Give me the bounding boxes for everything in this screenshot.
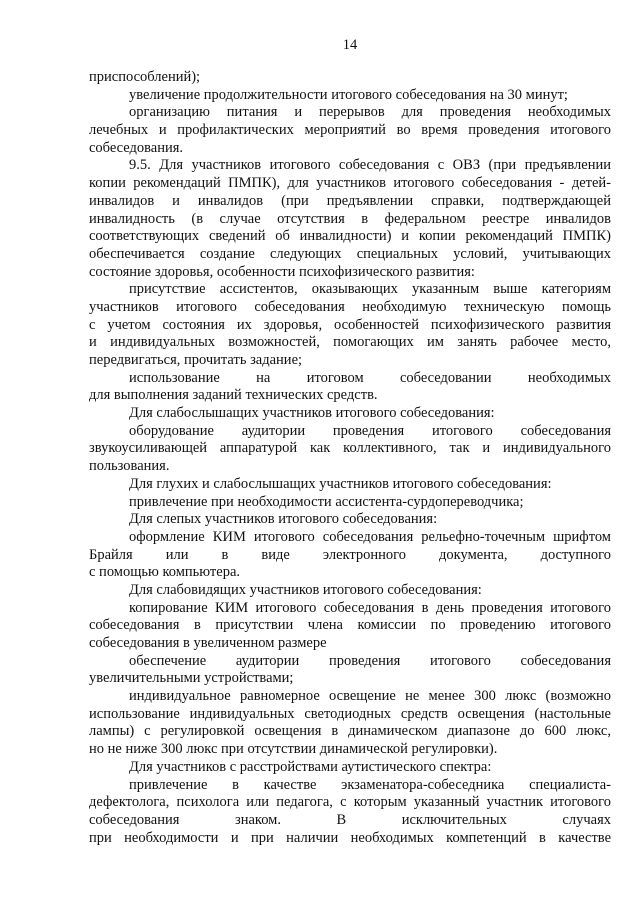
text-line: индивидуальное равномерное освещение не менее 300 люкс (возможно: [129, 688, 611, 705]
paragraph: [89, 423, 611, 476]
text-line: копии рекомендаций ПМПК), для участников итогового собеседования - детей-: [89, 175, 611, 192]
text-line: присутствие ассистентов, оказывающих указанным выше категориям: [129, 281, 611, 298]
text-line: приспособлений);: [89, 69, 201, 85]
paragraph: [89, 87, 611, 105]
text-line: с учетом состояния их здоровья, особенностей психофизического развития: [89, 316, 611, 333]
paragraph: [89, 777, 611, 848]
text-line: собеседования знаком. В исключительных случаях: [89, 811, 611, 828]
paragraph: [89, 157, 611, 281]
text-line: участников итогового собеседования необходимую техническую помощь: [89, 298, 611, 315]
text-line: Для слабослышащих участников итогового собеседования:: [129, 405, 495, 422]
text-line: копирование КИМ итогового собеседования в день проведения итогового: [129, 599, 611, 616]
paragraph: [89, 405, 611, 423]
text-line: с помощью компьютера.: [89, 564, 241, 581]
paragraph: [89, 600, 611, 653]
text-line: при необходимости и при наличии необходимых компетенций в качестве: [89, 829, 611, 846]
text-line: и индивидуальных возможностей, помогающих им занять рабочее место,: [89, 334, 611, 351]
text-line: обеспечивается создание следующих специальных условий, учитывающих: [89, 245, 611, 262]
paragraph: [89, 494, 611, 512]
paragraph: [89, 653, 611, 688]
paragraph: [89, 529, 611, 582]
document-body: [89, 69, 611, 847]
paragraph: [89, 69, 611, 87]
text-line: 9.5. Для участников итогового собеседования с ОВЗ (при предъявлении: [129, 157, 611, 174]
text-line: привлечение в качестве экзаменатора-собеседника специалиста-: [129, 776, 611, 793]
text-line: собеседования.: [89, 139, 184, 156]
page-number: 14: [342, 37, 358, 53]
text-line: инвалидность (в случае отсутствия в федеральном реестре инвалидов: [89, 210, 611, 227]
text-line: Для глухих и слабослышащих участников итогового собеседования:: [129, 475, 552, 492]
paragraph: [89, 104, 611, 157]
paragraph: [89, 476, 611, 494]
text-line: звукоусиливающей аппаратурой как коллективного, так и индивидуального: [89, 440, 611, 457]
text-line: лампы) с регулировкой освещения в динамическом диапазоне до 600 люкс,: [89, 723, 611, 740]
text-line: Для участников с расстройствами аутистического спектра:: [129, 758, 492, 775]
text-line: обеспечение аудитории проведения итогового собеседования: [129, 652, 611, 669]
text-line: дефектолога, психолога или педагога, с которым указанный участник итогового: [89, 794, 611, 811]
text-line: оборудование аудитории проведения итогового собеседования: [129, 422, 611, 439]
text-line: Для слепых участников итогового собеседования:: [129, 511, 438, 528]
paragraph: [89, 511, 611, 529]
text-line: но не ниже 300 люкс при отсутствии динамической регулировки).: [89, 741, 498, 758]
paragraph: [89, 281, 611, 369]
text-line: оформление КИМ итогового собеседования рельефно-точечным шрифтом: [129, 528, 611, 545]
text-line: использование индивидуальных светодиодных средств освещения (настольные: [89, 705, 611, 722]
paragraph: [89, 370, 611, 405]
text-line: Для слабовидящих участников итогового собеседования:: [129, 581, 482, 598]
text-line: увеличение продолжительности итогового собеседования на 30 минут;: [129, 86, 568, 103]
text-line: инвалидов и инвалидов (при предъявлении справки, подтверждающей: [89, 192, 611, 209]
text-line: пользования.: [89, 458, 170, 475]
paragraph: [89, 582, 611, 600]
text-line: соответствующих сведений об инвалидности) и копии рекомендаций ПМПК): [89, 228, 611, 245]
text-line: передвигаться, прочитать задание;: [89, 352, 303, 368]
text-line: собеседования в присутствии члена комиссии по проведению итогового: [89, 617, 611, 634]
text-line: собеседования в увеличенном размере: [89, 635, 327, 651]
text-line: состояние здоровья, особенности психофизического развития:: [89, 263, 475, 280]
paragraph: [89, 759, 611, 777]
paragraph: [89, 688, 611, 759]
text-line: увеличительными устройствами;: [89, 670, 294, 687]
text-line: привлечение при необходимости ассистента-сурдопереводчика;: [129, 493, 524, 510]
text-line: организацию питания и перерывов для проведения необходимых: [129, 104, 611, 121]
text-line: использование на итоговом собеседовании необходимых: [129, 369, 611, 386]
text-line: лечебных и профилактических мероприятий во время проведения итогового: [89, 122, 611, 139]
text-line: для выполнения заданий технических средств.: [89, 387, 378, 404]
text-line: Брайля или в виде электронного документа, доступного: [89, 546, 611, 563]
